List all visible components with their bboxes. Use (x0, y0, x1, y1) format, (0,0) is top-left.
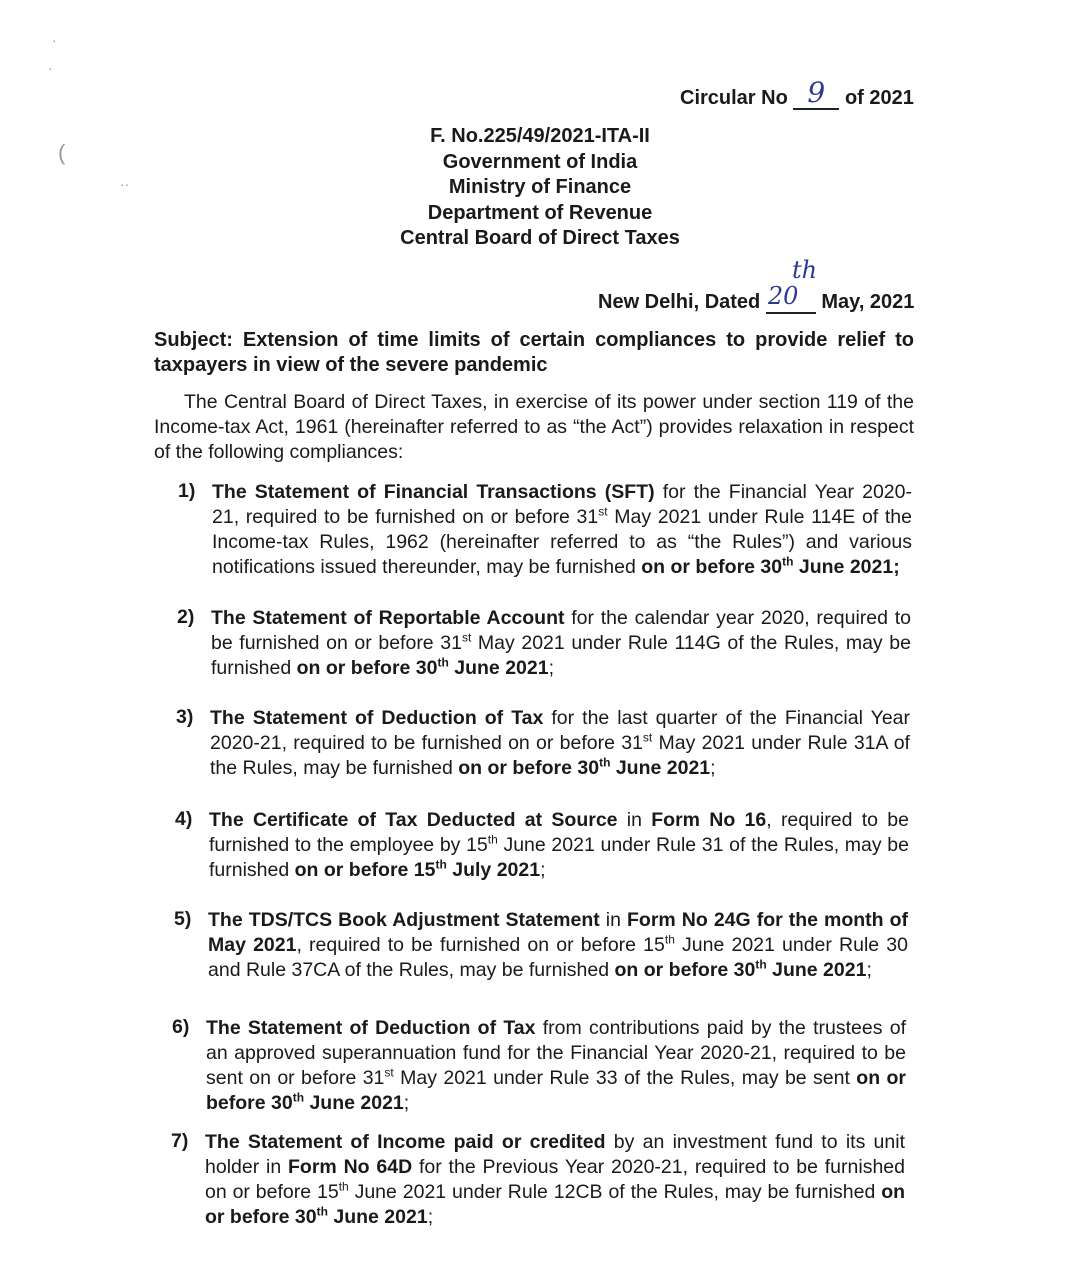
list-item-text: ; (866, 959, 872, 981)
ordinal-suffix: th (599, 755, 611, 770)
circular-suffix: of 2021 (844, 87, 914, 109)
government-line: Government of India (442, 150, 638, 173)
dated-prefix: New Delhi, Dated (598, 291, 761, 313)
list-item (212, 480, 912, 580)
list-item-text: June 2021 under Rule 31 of the Rules, may be furnished (209, 834, 909, 881)
list-item-text: on or before 30 (205, 1181, 906, 1228)
list-item-text: for the Financial Year 2020-21, required to be furnished on or before 31 (212, 481, 912, 528)
circular-prefix: Circular No (680, 87, 788, 109)
scan-mark: · (48, 60, 53, 76)
list-item-number: 6) (172, 1016, 190, 1038)
list-item-text: May 2021 under Rule 114E of the Income-tax Rules, 1962 (hereinafter referred to as “the Rules”) and various notifications issued thereunder, may be furnished (212, 506, 912, 578)
list-item-number: 3) (176, 706, 194, 728)
dated-suffix: May, 2021 (821, 291, 915, 313)
list-item-text: July 2021 (446, 859, 541, 881)
list-item-text: Form No 24G for the month of May 2021 (208, 909, 909, 956)
department-line: Department of Revenue (427, 201, 653, 224)
ordinal-suffix: th (292, 1090, 305, 1105)
list-item (205, 1130, 905, 1230)
ordinal-suffix: th (316, 1204, 328, 1219)
intro-paragraph: The Central Board of Direct Taxes, in exercise of its power under section 119 of the Income-tax Act, 1961 (hereinafter referred to as “the Act”) provides relaxation in respect of the following compliances: (154, 391, 914, 463)
date-day-handwritten: 20 (767, 282, 799, 310)
list-item-text: ; (540, 859, 546, 881)
list-item-text: in (617, 809, 652, 831)
scan-mark: ( (58, 140, 66, 165)
list-item-text: from contributions paid by the trustees of an approved superannuation fund for the Financial Year 2020-21, required to be sent on or before 31 (206, 1017, 906, 1089)
list-item-text: on or before 30 (206, 1067, 906, 1114)
ordinal-suffix: th (437, 655, 449, 670)
list-item (208, 908, 908, 983)
list-item-text: for the Previous Year 2020-21, required to be furnished on or before 15 (205, 1156, 905, 1203)
list-item-text: by an investment fund to its unit holder in (205, 1131, 905, 1178)
list-item-text: June 2021 (327, 1206, 428, 1228)
ordinal-suffix: th (487, 832, 498, 847)
file-number: F. No.225/49/2021-ITA-II (430, 125, 650, 147)
ministry-line: Ministry of Finance (448, 176, 632, 198)
circular-number-blank (793, 76, 839, 110)
ordinal-suffix: st (461, 630, 472, 645)
list-item-text: ; (548, 657, 554, 679)
ordinal-suffix: st (384, 1065, 394, 1080)
list-item-number: 7) (171, 1130, 189, 1152)
list-item (210, 706, 910, 781)
ordinal-suffix: st (642, 730, 653, 745)
ordinal-suffix: th (755, 957, 767, 972)
subject-line: Subject: Extension of time limits of certain compliances to provide relief to taxpayers in view of the severe pandemic (154, 329, 914, 376)
list-item-text: Form No 16 (651, 809, 767, 831)
list-item-text: ; (427, 1206, 434, 1228)
list-item-text: June 2021 (304, 1092, 404, 1114)
list-item-number: 4) (175, 808, 193, 830)
list-item-text: on or before 30 (641, 556, 783, 578)
list-item-text: for the calendar year 2020, required to be furnished on or before 31 (211, 607, 911, 654)
list-item-text: June 2021 under Rule 12CB of the Rules, may be furnished (348, 1181, 882, 1203)
scan-mark: ·· (120, 176, 130, 192)
letterhead (300, 124, 780, 252)
dated-line (598, 282, 915, 314)
date-day-blank (766, 282, 816, 314)
list-item-text: The Statement of Financial Transactions (SFT) (212, 481, 655, 503)
board-line: Central Board of Direct Taxes (400, 227, 680, 249)
list-item-number: 1) (178, 480, 196, 502)
list-item-text: The TDS/TCS Book Adjustment Statement (208, 909, 600, 931)
list-item-text: The Statement of Income paid or credited (205, 1131, 606, 1153)
list-item-text: on or before 30 (614, 959, 756, 981)
list-item-text: Form No 64D (288, 1156, 413, 1178)
list-item-text: on or before 30 (458, 757, 600, 779)
circular-number-line (680, 76, 914, 110)
list-item (209, 808, 909, 883)
list-item-number: 5) (174, 908, 192, 930)
list-item-text: in (599, 909, 628, 931)
list-item-text: on or before 30 (296, 657, 438, 679)
list-item-text: June 2021 (448, 657, 549, 679)
scan-mark: · (52, 32, 57, 48)
ordinal-suffix: st (598, 504, 608, 519)
date-day-suffix-handwritten: th (792, 256, 818, 284)
list-item-text: June 2021 under Rule 30 and Rule 37CA of the Rules, may be furnished (208, 934, 909, 981)
list-item-text: for the last quarter of the Financial Year 2020-21, required to be furnished on or before 31 (210, 707, 910, 754)
list-item-number: 2) (177, 606, 195, 628)
list-item-text: The Statement of Deduction of Tax (206, 1017, 536, 1039)
list-item-text: June 2021; (793, 556, 900, 578)
list-item-text: The Statement of Deduction of Tax (210, 707, 544, 729)
list-item-text: , required to be furnished on or before 15 (296, 934, 665, 956)
list-item-text: The Certificate of Tax Deducted at Source (209, 809, 618, 831)
list-item-text: The Statement of Reportable Account (211, 607, 565, 629)
ordinal-suffix: th (338, 1179, 349, 1194)
list-item-text: May 2021 under Rule 31A of the Rules, may be furnished (210, 732, 910, 779)
list-item-text: on or before 15 (294, 859, 436, 881)
list-item-text: May 2021 under Rule 33 of the Rules, may be sent (393, 1067, 857, 1089)
list-item (206, 1016, 906, 1116)
circular-number-handwritten: 9 (807, 76, 826, 109)
list-item-text: June 2021 (766, 959, 867, 981)
list-item-text: June 2021 (610, 757, 711, 779)
list-item-text: , required to be furnished to the employee by 15 (209, 809, 909, 856)
ordinal-suffix: th (664, 932, 675, 947)
ordinal-suffix: th (782, 554, 794, 569)
ordinal-suffix: th (435, 857, 447, 872)
list-item (211, 606, 911, 681)
list-item-text: ; (403, 1092, 410, 1114)
list-item-text: May 2021 under Rule 114G of the Rules, may be furnished (211, 632, 911, 679)
list-item-text: ; (710, 757, 716, 779)
